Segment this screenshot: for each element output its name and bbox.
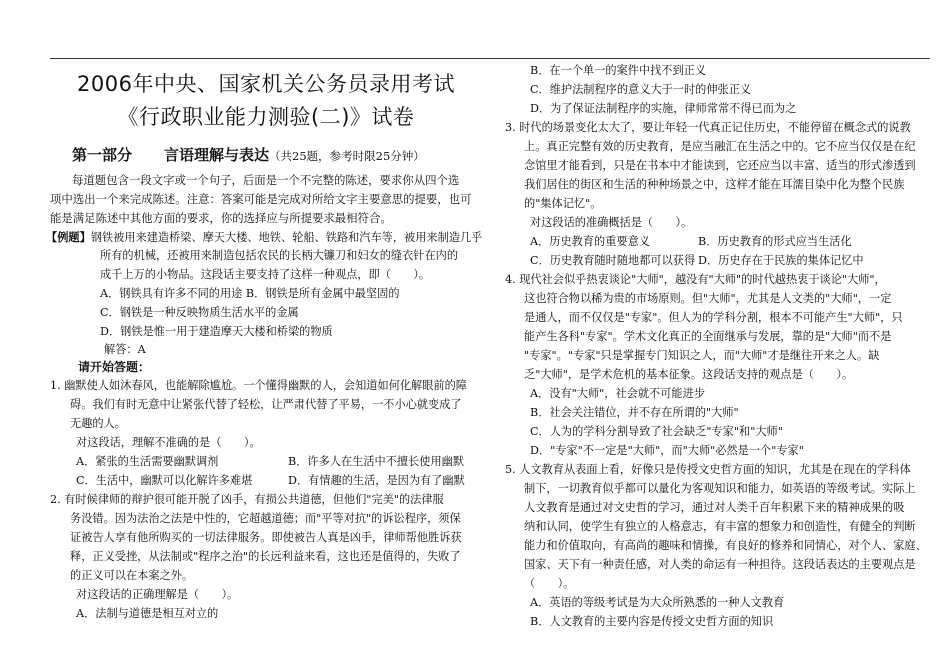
question-line: 能产生各科"专家"。学术文化真正的全面继承与发展，靠的是"大师"而不是 [524,330,892,343]
question-line: 3. 时代的场景变化太大了，要让年轻一代真正记住历史，不能停留在概念式的说教 [505,121,911,134]
option: C．人为的学科分割导致了社会缺乏"专家"和"大师" [530,425,783,438]
option: B．在一个单一的案件中找不到正义 [530,64,707,77]
section-header [72,144,492,165]
option: D．有情趣的生活，是因为有了幽默 [288,474,465,487]
start-label: 请开始答题： [78,360,151,374]
top-rule [50,58,930,59]
instruction-line: 每道题包含一段文字或一个句子，后面是一个不完整的陈述，要求你从四个选 [72,173,460,187]
question-line: 这也符合物以稀为贵的市场原则。但"大师"，尤其是人文类的"大师"，一定 [524,292,892,305]
question-line: 乏"大师"，是学术危机的基本征象。这段话支持的观点是（ ）。 [524,368,854,381]
option: B．历史教育的形式应当生活化 [698,235,852,248]
option: A．没有"大师"，社会就不可能进步 [530,387,705,400]
example-block [46,230,482,245]
question-line: 碍。我们有时无意中让紧张代替了轻松，让严肃代替了平易，一不小心就变成了 [70,398,462,411]
option: B．人文教育的主要内容是传授文史哲方面的知识 [530,615,774,628]
question-line: 是通人，而不仅仅是"专家"。但人为的学科分割，根本不可能产生"大师"，只 [524,311,903,324]
question-line: 人文教育是通过对文史哲的学习，通过对人类千百年积累下来的精神成果的吸 [524,501,905,514]
option: A．紧张的生活需要幽默调剂 [76,455,219,468]
question-line: 国家、天下有一种责任感，对人类的命运有一种担待。这段话表达的主要观点是 [524,558,916,571]
page-subtitle: 《行政职业能力测验(二)》试卷 [117,105,415,129]
option: A．法制与道德是相互对立的 [76,607,219,620]
instruction-line: 项中选出一个来完成陈述。注意：答案可能是完成对所给文字主要意思的提要，也可 [50,192,472,206]
option: D．历史存在于民族的集体记忆中 [698,254,864,267]
question-prompt: 对这段话的正确理解是（ ）。 [76,588,239,601]
example-line: 成千上万的小物品。这段话主要支持了这样一种观点，即（ ）。 [100,268,431,281]
section-part: 第一部分 [72,146,133,164]
question-prompt: 对这段话，理解不准确的是（ ）。 [76,436,261,449]
option: A．历史教育的重要意义 [530,235,650,248]
option: C．生活中，幽默可以化解许多难堪 [76,474,253,487]
question-line: 证被告人享有他所购买的一切法律服务。即使被告人真是凶手，律师帮他胜诉获 [70,531,462,544]
option: D．"专家"不一定是"大师"，而"大师"必然是一个"专家" [530,444,804,457]
example-line: 所有的机械，还被用来制造包括农民的长柄大镰刀和妇女的缝衣针在内的 [100,249,459,262]
question-line: 释，正义受挫，从法制或"程序之治"的长远利益来看，这也还是值得的，失败了 [70,550,461,563]
question-line: 2. 有时候律师的辩护很可能开脱了凶手，有损公共道德，但他们"完美"的法律服 [50,493,444,506]
question-line: 制下，一切教育似乎都可以量化为客观知识和能力，如英语的等级考试。实际上 [524,482,916,495]
option: A．英语的等级考试是为大众所熟悉的一种人文教育 [530,596,785,609]
question-line: 念馆里才能看到，只是在书本中才能读到，它还应当以丰富、适当的形式渗透到 [524,159,916,172]
option: D．为了保证法制程序的实施，律师常常不得已而为之 [530,102,797,115]
section-name: 言语理解与表达 [164,146,270,164]
section-note: （共25题，参考时限25分钟） [269,149,425,163]
example-option: A．钢铁具有许多不同的用途 B．钢铁是所有金属中最坚固的 [100,287,400,300]
instruction-line: 能是满足陈述中其他方面的要求，你的选择应与所提要求最相符合。 [50,211,392,225]
question-prompt: 对这段话的准确概括是（ ）。 [530,216,693,229]
example-answer: 解答：A [104,343,146,356]
question-line: 4. 现代社会似乎热衷谈论"大师"，越没有"大师"的时代越热衷于谈论"大师"， [505,273,886,286]
option: B．社会关注错位，并不存在所谓的"大师" [530,406,739,419]
question-line: 务没错。因为法治之法是中性的，它超越道德；而"平等对抗"的诉讼程序，须保 [70,512,461,525]
question-line: 纳和认同，使学生有独立的人格意志，有丰富的想象力和创造性，有健全的判断 [524,520,916,533]
question-line: 无趣的人。 [70,417,126,430]
option: C．维护法制程序的意义大于一时的伸张正义 [530,83,752,96]
question-line: 我们居住的街区和生活的种种场景之中，这样才能在耳濡目染中化为整个民族 [524,178,905,191]
option: B．许多人在生活中不擅长使用幽默 [288,455,465,468]
example-option: D．钢铁是惟一用于建造摩天大楼和桥梁的物质 [100,325,333,338]
question-line: "专家"。"专家"只是掌握专门知识之人，而"大师"才是继往开来之人。缺 [524,349,880,362]
example-option: C．钢铁是一种反映物质生活水平的金属 [100,306,299,319]
question-line: 的正义可以在本案之外。 [70,569,194,582]
question-line: 1. 幽默使人如沐春风，也能解除尴尬。一个懂得幽默的人，会知道如何化解眼前的障 [50,379,467,392]
example-label: 【例题】 [46,230,91,244]
example-line: 钢铁被用来建造桥梁、摩天大楼、地铁、轮船、铁路和汽车等，被用来制造几乎 [90,231,483,244]
option: C．历史教育随时随地都可以获得 [530,254,696,267]
question-line: 5. 人文教育从表面上看，好像只是传授文史哲方面的知识，尤其是在现在的学科体 [505,463,911,476]
question-line: 的"集体记忆"。 [524,197,602,210]
page-title: 2006年中央、国家机关公务员录用考试 [77,72,455,96]
question-line: 上。真正完整有效的历史教育，是应当融汇在生活之中的。它不应当仅仅是在纪 [524,140,916,153]
question-line: 能力和价值取向，有高尚的趣味和情操，有良好的修养和同情心，对个人、家庭、 [524,539,927,552]
question-line: （ ）。 [524,577,575,590]
